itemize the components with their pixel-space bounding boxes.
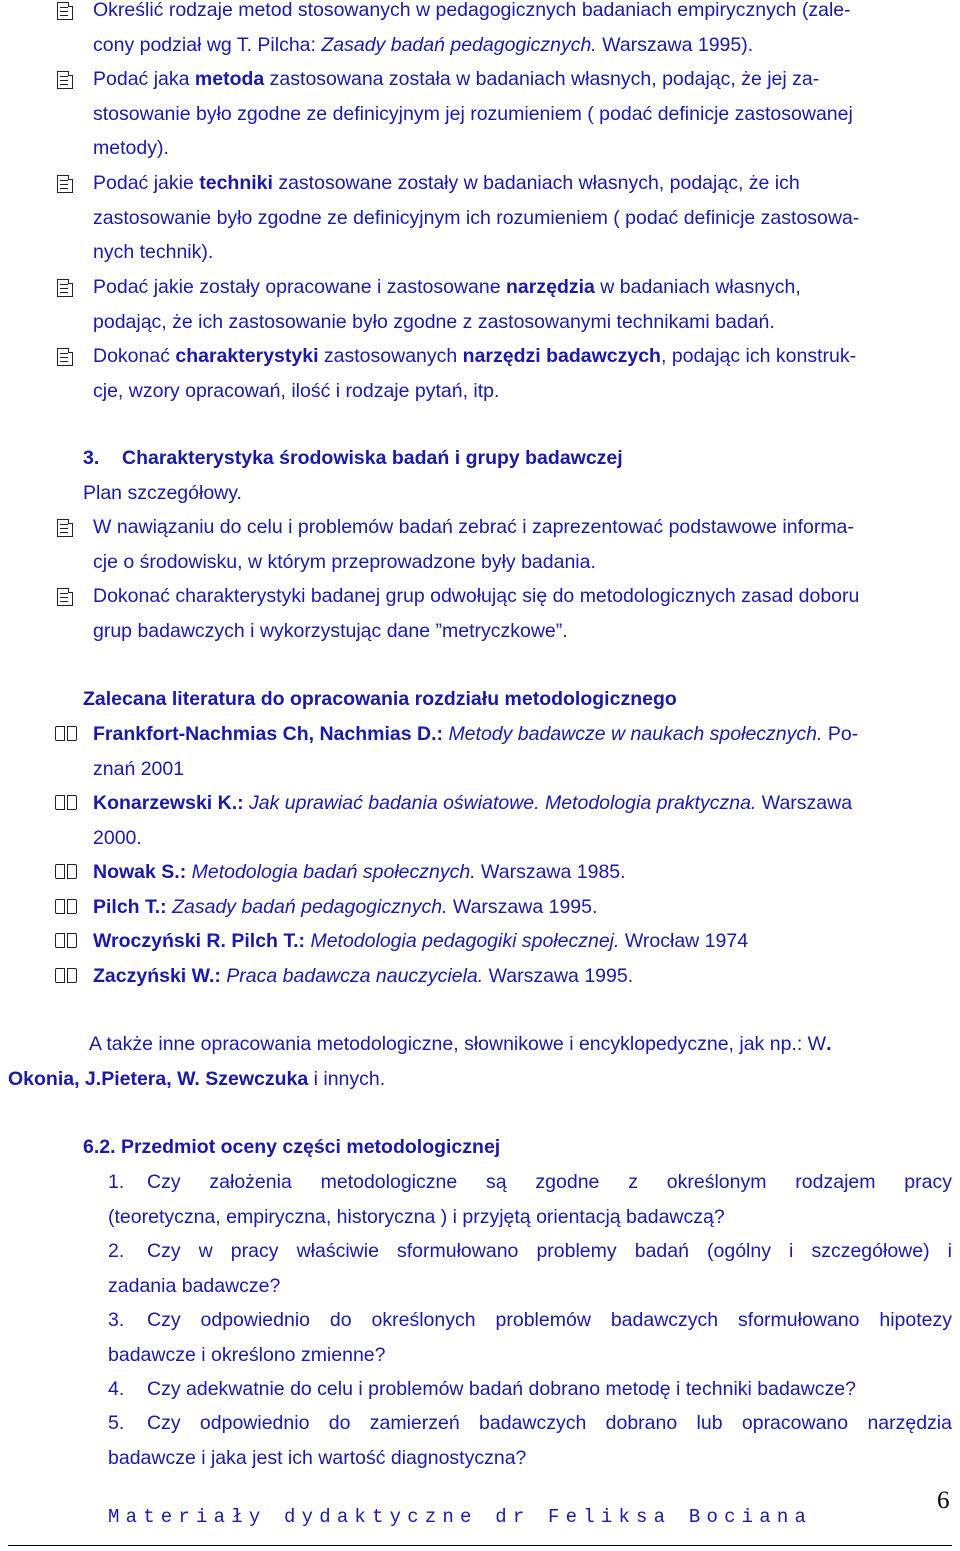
question-number: 2. <box>108 1240 125 1262</box>
book-icon <box>55 726 77 743</box>
bullet-line: Dokonać charakterystyki zastosowanych narzędzi badawczych, podając ich konstruk- <box>93 345 857 367</box>
section-title: Charakterystyka środowiska badań i grupy badawczej <box>122 447 623 469</box>
literature-item-line: 2000. <box>93 826 142 849</box>
literature-item-line: Frankfort-Nachmias Ch, Nachmias D.: Metody badawcze w naukach społecznych. Po- <box>93 723 859 745</box>
book-icon <box>55 933 77 950</box>
literature-item-line: Konarzewski K.: Jak uprawiać badania oświatowe. Metodologia praktyczna. Warszawa <box>93 792 853 814</box>
section-number: 3. <box>83 447 100 469</box>
bullet-line: grup badawczych i wykorzystując dane ”metryczkowe”. <box>93 619 568 642</box>
question-line: Czy odpowiednio do zamierzeń badawczych dobrano lub opracowano narzędzia <box>147 1412 952 1434</box>
document-icon <box>57 2 73 20</box>
question-number: 4. <box>108 1378 125 1400</box>
bullet-line: Podać jakie zostały opracowane i zastosowane narzędzia w badaniach własnych, <box>93 276 801 298</box>
book-icon <box>55 899 77 916</box>
document-icon <box>57 519 73 537</box>
question-line: Czy założenia metodologiczne są zgodne z określonym rodzajem pracy <box>147 1171 952 1193</box>
footer-rule <box>8 1545 952 1546</box>
question-line: badawcze i określono zmienne? <box>108 1343 386 1366</box>
literature-also-line: Okonia, J.Pietera, W. Szewczuka i innych. <box>8 1068 386 1090</box>
question-number: 1. <box>108 1171 125 1193</box>
document-icon <box>57 175 73 193</box>
book-icon <box>55 864 77 881</box>
bullet-line: zastosowanie było zgodne ze definicyjnym ich rozumieniem ( podać definicje zastosowa- <box>93 206 860 229</box>
bullet-line: stosowanie było zgodne ze definicyjnym jej rozumieniem ( podać definicje zastosowanej <box>93 102 853 125</box>
assessment-title: 6.2. Przedmiot oceny części metodologicznej <box>83 1136 501 1158</box>
bullet-line: podając, że ich zastosowanie było zgodne z zastosowanymi technikami badań. <box>93 310 775 333</box>
footer-text: Materiały dydaktyczne dr Feliksa Bociana <box>108 1506 813 1528</box>
question-number: 3. <box>108 1309 125 1331</box>
bullet-line: cony podział wg T. Pilcha: Zasady badań pedagogicznych. Warszawa 1995). <box>93 33 754 56</box>
bullet-line: cje, wzory opracowań, ilość i rodzaje pytań, itp. <box>93 379 500 402</box>
document-icon <box>57 71 73 89</box>
literature-item-line: Pilch T.: Zasady badań pedagogicznych. Warszawa 1995. <box>93 896 598 918</box>
bullet-line: Podać jaka metoda zastosowana została w badaniach własnych, podając, że jej za- <box>93 68 820 90</box>
literature-heading: Zalecana literatura do opracowania rozdziału metodologicznego <box>83 688 677 710</box>
document-icon <box>57 279 73 297</box>
question-number: 5. <box>108 1412 125 1434</box>
bullet-line: Podać jakie techniki zastosowane zostały w badaniach własnych, podając, że ich <box>93 172 800 194</box>
literature-item-line: Wroczyński R. Pilch T.: Metodologia pedagogiki społecznej. Wrocław 1974 <box>93 930 749 952</box>
document-icon <box>57 348 73 366</box>
question-line: zadania badawcze? <box>108 1274 281 1297</box>
question-line: Czy odpowiednio do określonych problemów badawczych sformułowano hipotezy <box>147 1309 952 1331</box>
document-icon <box>57 588 73 606</box>
question-line: Czy w pracy właściwie sformułowano problemy badań (ogólny i szczegółowe) i <box>147 1240 952 1262</box>
section-subtitle: Plan szczegółowy. <box>83 482 242 504</box>
bullet-line: Określić rodzaje metod stosowanych w pedagogicznych badaniach empirycznych (zale- <box>93 0 851 21</box>
book-icon <box>55 795 77 812</box>
bullet-line: nych technik). <box>93 241 214 264</box>
literature-item-line: Zaczyński W.: Praca badawcza nauczyciela. Warszawa 1995. <box>93 965 634 987</box>
bullet-line: metody). <box>93 137 169 160</box>
literature-item-line: znań 2001 <box>93 757 185 780</box>
book-icon <box>55 968 77 985</box>
page-number: 6 <box>937 1487 950 1514</box>
literature-item-line: Nowak S.: Metodologia badań społecznych. Warszawa 1985. <box>93 861 626 883</box>
question-line: (teoretyczna, empiryczna, historyczna ) i przyjętą orientacją badawczą? <box>108 1205 725 1228</box>
bullet-line: Dokonać charakterystyki badanej grup odwołując się do metodologicznych zasad doboru <box>93 585 860 607</box>
bullet-line: W nawiązaniu do celu i problemów badań zebrać i zaprezentować podstawowe informa- <box>93 516 854 538</box>
question-line: Czy adekwatnie do celu i problemów badań dobrano metodę i techniki badawcze? <box>147 1378 856 1400</box>
literature-also-line: A także inne opracowania metodologiczne, słownikowe i encyklopedyczne, jak np.: W. <box>89 1033 832 1055</box>
bullet-line: cje o środowisku, w którym przeprowadzone były badania. <box>93 550 596 573</box>
question-line: badawcze i jaka jest ich wartość diagnostyczna? <box>108 1446 527 1469</box>
